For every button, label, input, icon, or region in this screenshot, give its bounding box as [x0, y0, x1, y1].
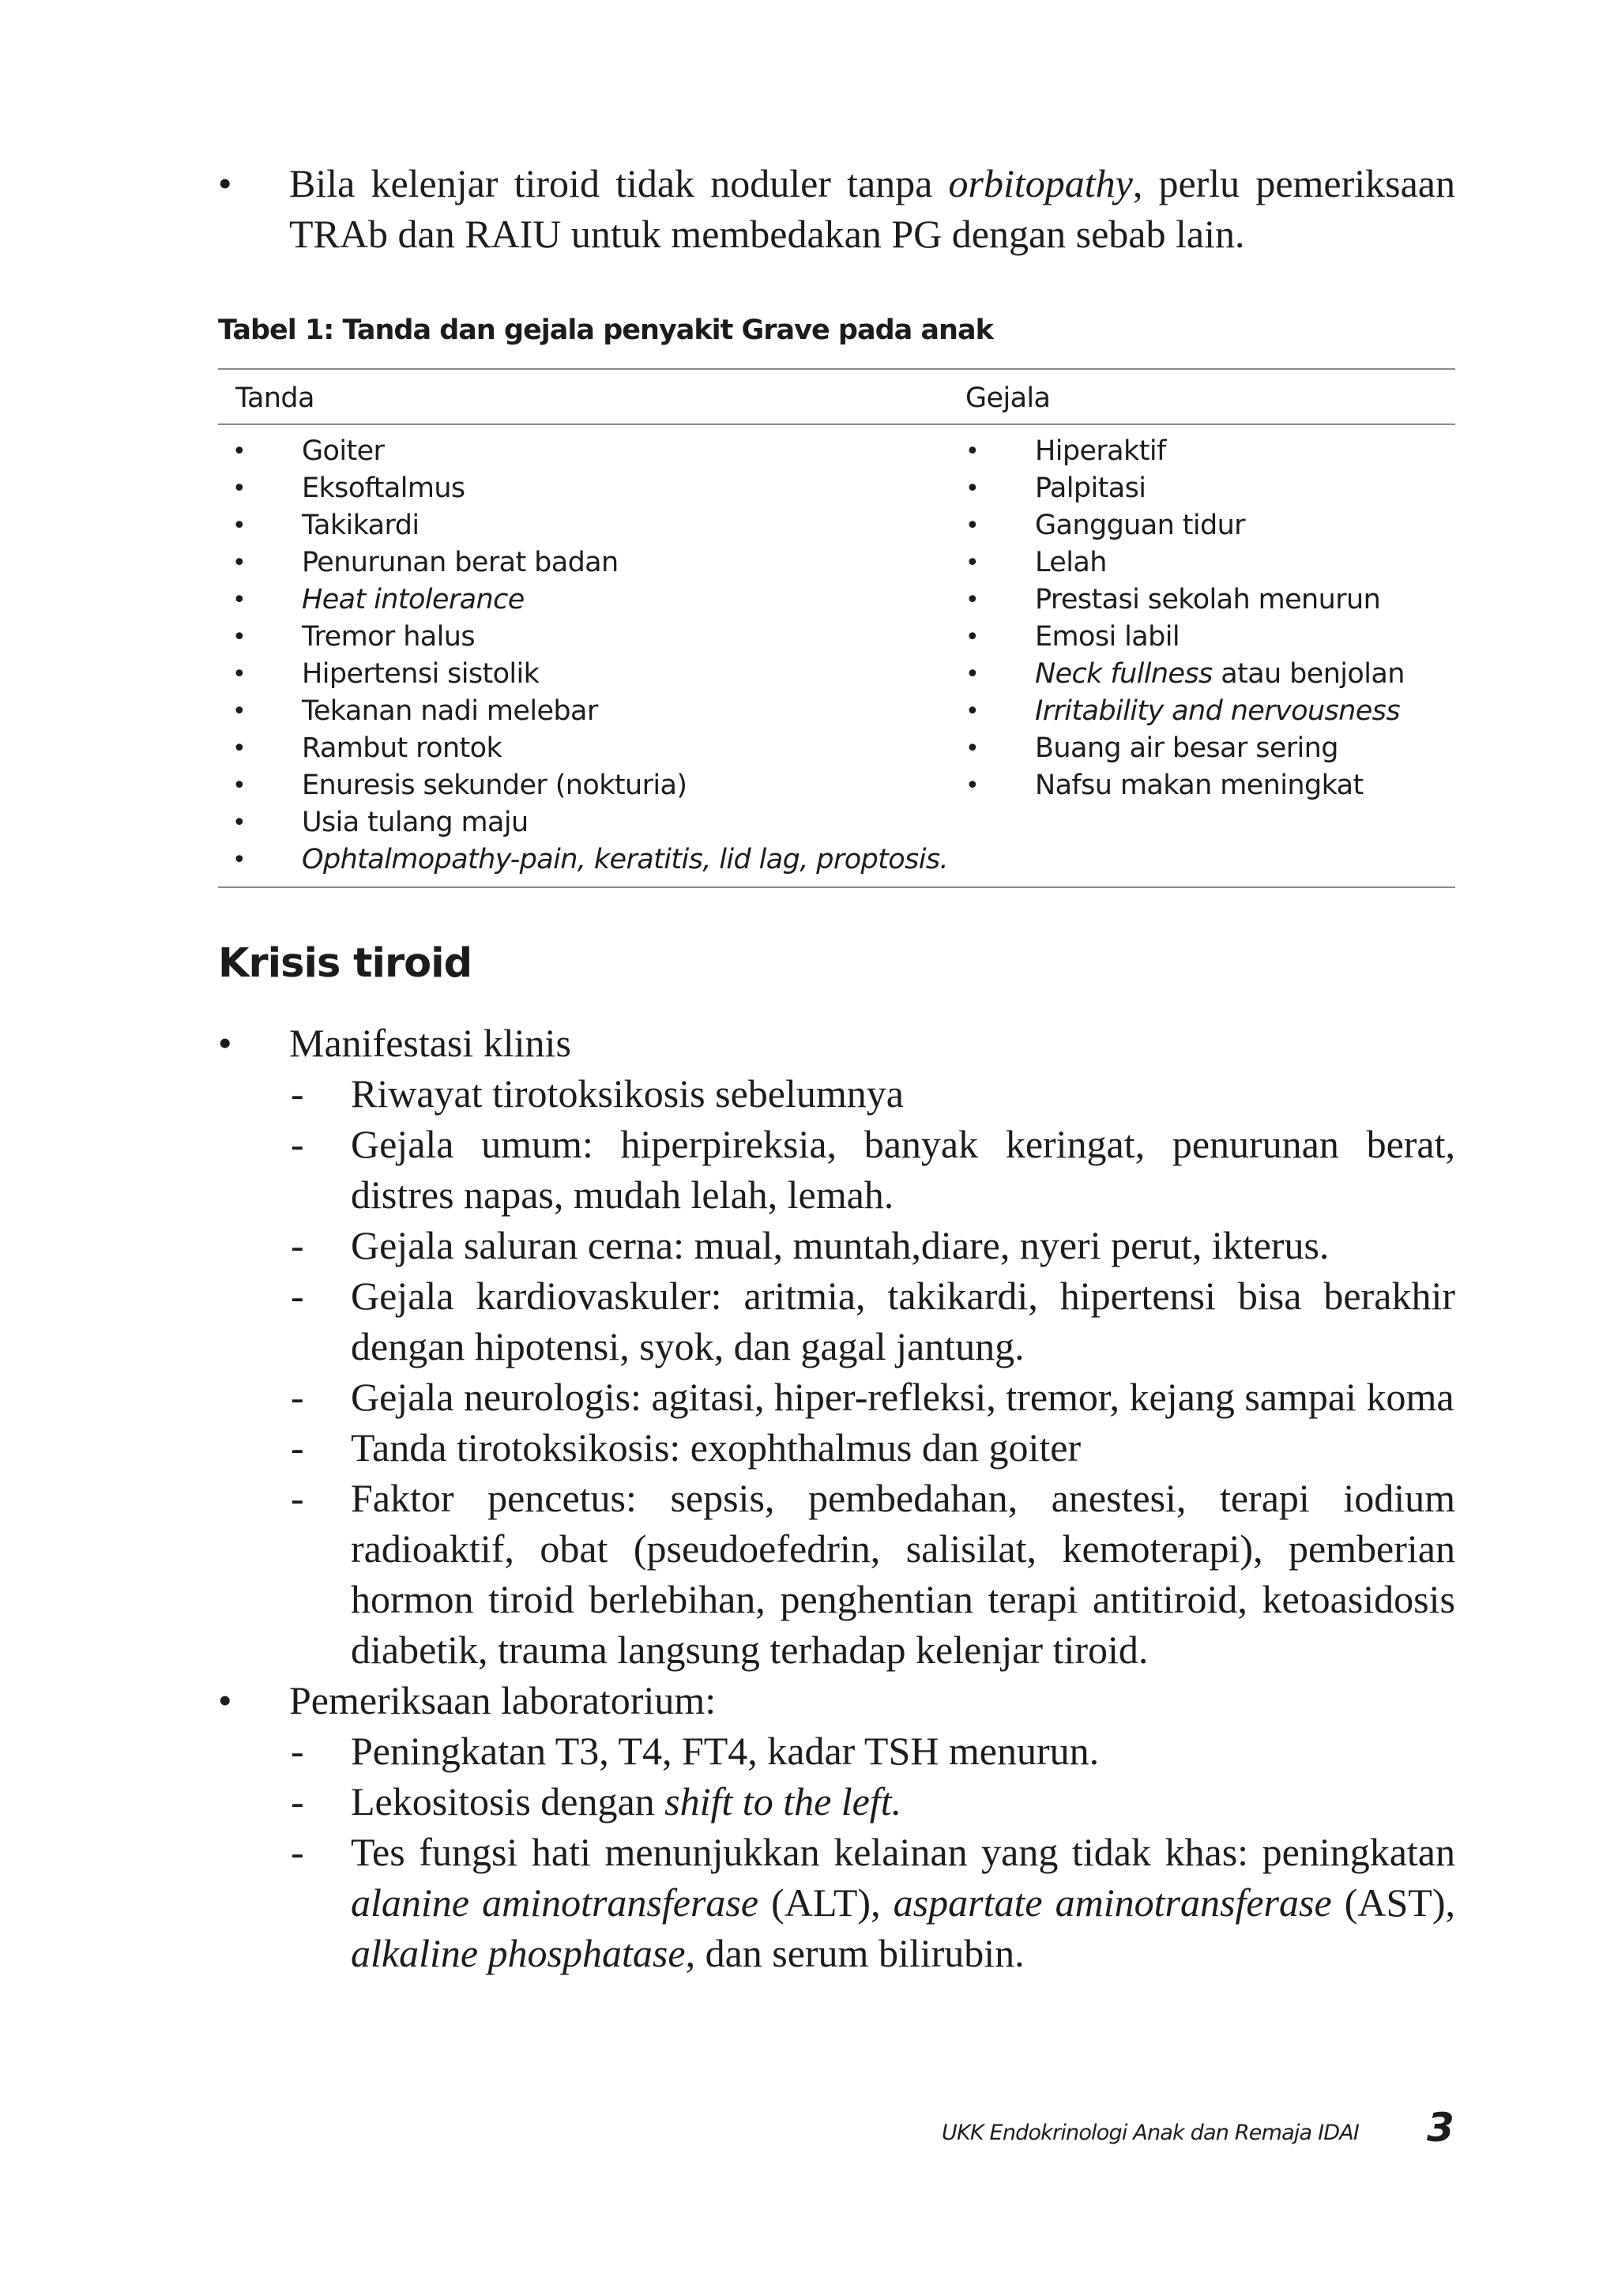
table-list-item	[218, 767, 945, 804]
section-heading: Krisis tiroid	[218, 940, 472, 987]
item-text: Lelah	[1035, 547, 1107, 578]
intro-paragraph	[218, 158, 1455, 259]
item-text: Tekanan nadi melebar	[302, 695, 598, 727]
tanda-column	[218, 433, 948, 879]
item-text: Heat intolerance	[302, 584, 525, 615]
table-list-item	[218, 619, 945, 656]
intro-text-post: , perlu pemeriksaan TRAb dan RAIU untuk membedakan PG dengan sebab lain.	[289, 161, 1455, 256]
bullet: •	[232, 735, 246, 762]
table-list-item	[951, 767, 1457, 804]
sub-list-item	[218, 1119, 1455, 1220]
sub-list-item	[218, 1726, 1455, 1776]
table-list-item	[218, 730, 945, 767]
item-text: Enuresis sekunder (nokturia)	[302, 770, 687, 801]
item-text-italic: alanine aminotransferase	[351, 1880, 759, 1925]
bullet: •	[232, 586, 246, 614]
item-text: Riwayat tirotoksikosis sebelumnya	[351, 1071, 904, 1116]
dash: -	[291, 1071, 304, 1116]
intro-text-pre: Bila kelenjar tiroid tidak noduler tanpa	[289, 161, 949, 205]
bullet: •	[232, 846, 246, 874]
table-list-item	[951, 433, 1457, 470]
bullet: •	[218, 161, 232, 205]
table-list-item	[951, 656, 1457, 693]
item-text: Takikardi	[302, 510, 420, 541]
item-text: Nafsu makan meningkat	[1035, 770, 1364, 801]
table-list-item	[951, 544, 1457, 582]
dash: -	[291, 1830, 304, 1874]
item-text: Gangguan tidur	[1035, 510, 1245, 541]
header-gejala: Gejala	[965, 382, 1051, 414]
bullet: •	[218, 1021, 232, 1065]
item-text: Pemeriksaan laboratorium:	[289, 1678, 717, 1722]
list-item	[218, 1675, 1455, 1726]
dash: -	[291, 1476, 304, 1520]
krisis-tiroid-section	[218, 1018, 1455, 1978]
table-header	[218, 370, 1455, 423]
footer-text: UKK Endokrinologi Anak dan Remaja IDAI	[942, 2121, 1360, 2145]
bullet: •	[965, 438, 980, 465]
item-text: Usia tulang maju	[302, 807, 529, 838]
table-body	[218, 425, 1455, 886]
bullet: •	[965, 586, 980, 614]
table-list-item	[951, 582, 1457, 619]
bullet: •	[232, 549, 246, 577]
signs-symptoms-table	[218, 368, 1455, 888]
item-text: (ALT),	[758, 1880, 894, 1925]
item-text: Tremor halus	[302, 621, 475, 653]
sub-list-item	[218, 1827, 1455, 1978]
item-text: Eksoftalmus	[302, 472, 465, 504]
dash: -	[291, 1274, 304, 1318]
bullet: •	[232, 475, 246, 502]
bullet: •	[965, 661, 980, 688]
item-text-italic: shift to the left.	[664, 1779, 902, 1824]
item-text-italic: Neck fullness	[1035, 658, 1213, 690]
bullet: •	[232, 438, 246, 465]
bullet: •	[965, 772, 980, 800]
intro-bullet-item	[218, 158, 1455, 259]
item-text-italic: aspartate aminotransferase	[893, 1880, 1332, 1925]
table-list-item	[218, 433, 945, 470]
item-text: Peningkatan T3, T4, FT4, kadar TSH menurun.	[351, 1729, 1100, 1773]
sub-list-item	[218, 1372, 1455, 1422]
item-text: Lekositosis dengan	[351, 1779, 665, 1824]
bullet: •	[965, 735, 980, 762]
table-list-item	[951, 693, 1457, 730]
sub-list-item	[218, 1220, 1455, 1270]
item-text: Prestasi sekolah menurun	[1035, 584, 1381, 615]
dash: -	[291, 1122, 304, 1166]
bullet: •	[232, 512, 246, 540]
item-text: Hipertensi sistolik	[302, 658, 540, 690]
bullet: •	[965, 623, 980, 651]
table-list-item	[951, 730, 1457, 767]
bullet: •	[232, 623, 246, 651]
item-text: Manifestasi klinis	[289, 1021, 571, 1065]
table-list-item	[218, 582, 945, 619]
item-text: Faktor pencetus: sepsis, pembedahan, anestesi, terapi iodium radioaktif, obat (pseudoefedrin, salisilat, kemoterapi), pemberian hormon tiroid berlebihan, penghentian terapi antitiroid, ketoasidosis diabetik, trauma langsung terhadap kelenjar tiroid.	[351, 1476, 1455, 1672]
bullet: •	[965, 512, 980, 540]
table-list-item	[218, 693, 945, 730]
list-item	[218, 1018, 1455, 1068]
item-text: Emosi labil	[1035, 621, 1180, 653]
item-text: Gejala umum: hiperpireksia, banyak keringat, penurunan berat, distres napas, mudah lelah, lemah.	[351, 1122, 1455, 1217]
bullet: •	[218, 1678, 232, 1722]
item-text: Gejala neurologis: agitasi, hiper-refleksi, tremor, kejang sampai koma	[351, 1375, 1454, 1419]
page-number: 3	[1427, 2105, 1454, 2151]
item-text: Tes fungsi hati menunjukkan kelainan yang tidak khas: peningkatan	[351, 1830, 1455, 1874]
sub-list-item	[218, 1473, 1455, 1675]
item-text: Goiter	[302, 435, 385, 467]
item-text: Rambut rontok	[302, 732, 502, 764]
dash: -	[291, 1779, 304, 1824]
bullet: •	[232, 698, 246, 725]
table-list-item	[218, 507, 945, 544]
table-list-item	[218, 841, 948, 879]
dash: -	[291, 1729, 304, 1773]
dash: -	[291, 1425, 304, 1470]
item-text-italic: alkaline phosphatase	[351, 1931, 686, 1975]
intro-text-italic: orbitopathy	[948, 161, 1133, 205]
item-text: , dan serum bilirubin.	[685, 1931, 1025, 1975]
sub-list-item	[218, 1422, 1455, 1473]
table-list-item	[218, 544, 945, 582]
bullet: •	[232, 772, 246, 800]
item-text: Hiperaktif	[1035, 435, 1166, 467]
header-tanda: Tanda	[235, 382, 314, 414]
item-text: (AST),	[1331, 1880, 1456, 1925]
dash: -	[291, 1223, 304, 1267]
item-text: Gejala kardiovaskuler: aritmia, takikardi, hipertensi bisa berakhir dengan hipotensi, syok, dan gagal jantung.	[351, 1274, 1455, 1368]
bullet: •	[965, 475, 980, 502]
bullet: •	[965, 698, 980, 725]
table-caption: Tabel 1: Tanda dan gejala penyakit Grave pada anak	[218, 314, 993, 346]
gejala-column	[951, 433, 1457, 804]
table-list-item	[951, 470, 1457, 507]
table-list-item	[951, 619, 1457, 656]
sub-list-item	[218, 1068, 1455, 1119]
bullet: •	[965, 549, 980, 577]
table-list-item	[218, 656, 945, 693]
item-text: Irritability and nervousness	[1035, 695, 1400, 727]
bullet: •	[232, 661, 246, 688]
sub-list-item	[218, 1270, 1455, 1372]
table-list-item	[218, 804, 945, 841]
sub-list-item	[218, 1776, 1455, 1827]
table-list-item	[951, 507, 1457, 544]
bullet: •	[232, 809, 246, 837]
item-text: Tanda tirotoksikosis: exophthalmus dan goiter	[351, 1425, 1082, 1470]
item-text: Buang air besar sering	[1035, 732, 1338, 764]
table-list-item	[218, 470, 945, 507]
item-text: Gejala saluran cerna: mual, muntah,diare, nyeri perut, ikterus.	[351, 1223, 1330, 1267]
item-text: Ophtalmopathy-pain, keratitis, lid lag, proptosis.	[302, 844, 948, 875]
item-text: atau benjolan	[1212, 658, 1405, 690]
item-text: Palpitasi	[1035, 472, 1146, 504]
item-text: Penurunan berat badan	[302, 547, 619, 578]
table-bottom-rule	[218, 886, 1455, 888]
dash: -	[291, 1375, 304, 1419]
